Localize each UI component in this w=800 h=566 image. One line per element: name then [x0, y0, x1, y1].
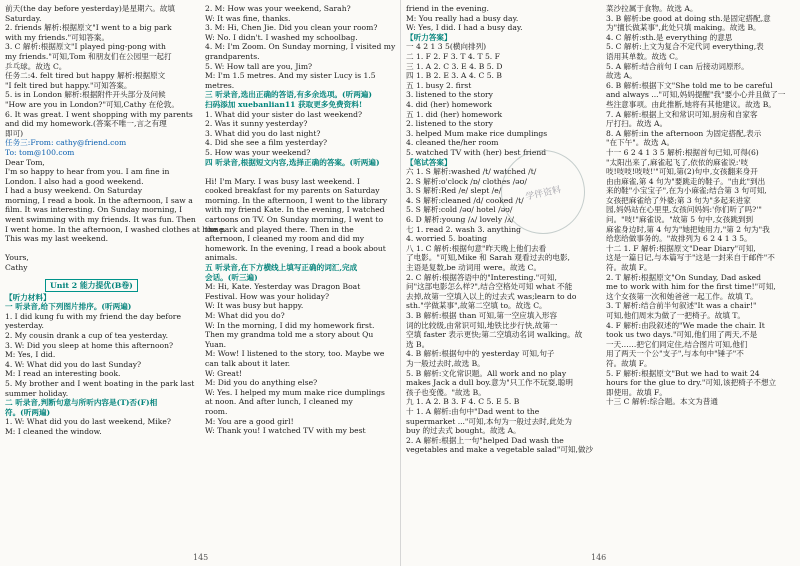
column-3	[403, 4, 599, 546]
text-line: 6. B 解析:根据下文"She told me to be careful	[606, 80, 773, 90]
text-line: 选 B。	[406, 339, 430, 349]
text-line: 3. listened to the story	[406, 90, 493, 100]
text-line: Cathy	[5, 263, 28, 273]
text-line: "太阳出来了,麻雀起飞了,依依的麻雀说:'吱	[606, 157, 749, 167]
text-line: took us two days."可知,他们用了两天,不是	[606, 330, 758, 340]
text-line: "How are you in London?"可知,Cathy 在伦敦。	[5, 99, 179, 109]
text-line: 十 1. A 解析:由句中"Dad went to the	[406, 406, 540, 416]
text-line: 三 1. A 2. C 3. E 4. B 5. D	[406, 61, 503, 71]
text-line: 了电影。"可知,Mike 和 Sarah 观看过去的电影,	[406, 253, 570, 263]
text-line: 即使用。故填 F。	[606, 387, 667, 397]
text-line: 【笔试答案】	[406, 157, 452, 167]
text-line: 1. I did kung fu with my friend the day before	[5, 311, 181, 321]
text-line: 九 1. A 2. B 3. F 4. C 5. E 5. B	[406, 397, 520, 407]
text-line: 4. did (her) homework	[406, 99, 493, 109]
text-line: 六 1. S 解析:washed /t/ watched /t/	[406, 167, 537, 177]
text-line: cartoons on TV. On Sunday morning, I went to	[205, 215, 384, 225]
text-line: me to work with him for the first time!"可知,	[606, 282, 776, 292]
text-line: 会话。(听三遍)	[205, 272, 258, 282]
text-line: 些注意事项。由此推断,她将有其他建议。故选 B。	[606, 99, 776, 109]
text-line: grandparents.	[205, 51, 260, 61]
text-line: Hi! I'm Mary. I was busy last weekend. I	[205, 176, 360, 186]
text-line: cooked breakfast for my parents on Saturday	[205, 186, 380, 196]
unit-title: Unit 2 能力提优(B卷)	[45, 279, 138, 292]
text-line: 故选 A。	[606, 71, 637, 81]
text-line: 3. T 解析:结合前半句叙述"It was a chair!"	[606, 301, 757, 311]
text-line: M: I cleaned the window.	[5, 426, 102, 436]
text-line: 符。故填 F。	[606, 358, 652, 368]
text-line: 2. A 解析:根据上一句"helped Dad wash the	[406, 435, 564, 445]
text-line: Yuan.	[205, 339, 227, 349]
page-number-right: 146	[591, 553, 607, 562]
text-line: 5. How was your weekend?	[205, 147, 311, 157]
text-line: Festival. How was your holiday?	[205, 291, 330, 301]
text-line: 4. M: I'm Zoom. On Sunday morning, I visited my	[205, 42, 396, 52]
text-line: I went home. In the afternoon, I washed clothes at home.	[5, 224, 226, 234]
text-line: 3. W: Did you sleep at home this afternoon?	[5, 340, 174, 350]
text-line: 四 听录音,根据短文内容,选择正确的答案。(听两遍)	[205, 157, 380, 167]
text-line: M: Yes, I did.	[5, 350, 56, 360]
text-line: W: Yes, I did. I had a busy day.	[406, 23, 523, 33]
text-line: 麻雀身边时,第 4 句为"她把她用力,"第 2 句为"我	[606, 224, 770, 234]
text-line: hours for the glue to dry."可知,该把椅子不想立	[606, 378, 777, 388]
text-line: 主语是复数,be 动词用 were。故选 C。	[406, 263, 542, 273]
text-line: 2. T 解析:根据原文"On Sunday, Dad asked	[606, 272, 762, 282]
text-line: 3. M: Hi, Chen Jie. Did you clean your room?	[205, 23, 378, 33]
text-line	[5, 244, 195, 254]
text-line: makes Jack a dull boy.意为"只工作不玩耍,聪明	[406, 378, 573, 388]
text-line: went swimming with my friends. It was fun. Then	[5, 215, 196, 225]
text-line: supermarket ..."可知,本句为一般过去时,此处为	[406, 416, 572, 426]
text-line: room.	[205, 406, 228, 416]
text-line: 5. C 解析:上文为复合不定代词 everything,表	[606, 42, 764, 52]
text-line: 十二 1. F 解析:根据原文"Dear Diary"可知,	[606, 243, 756, 253]
text-line: 4. B 解析:根据句中的 yesterday 可知,句子	[406, 349, 555, 359]
text-line: at noon. And after lunch, I cleaned my	[205, 397, 353, 407]
text-line: To: tom@100.com	[5, 147, 75, 157]
text-line: Then my grandma told me a story about Qu	[205, 330, 374, 340]
text-line: 3. What did you do last night?	[205, 128, 321, 138]
text-line: my friends."可知,Tom 和朋友们在公园里一起打	[5, 51, 172, 61]
text-line: 2. S 解析:o'clock /ɒ/ clothes /əʊ/	[406, 176, 527, 186]
text-line: M: Wow! I listened to the story, too. Maybe we	[205, 349, 385, 359]
text-line: 1. W: What did you do last weekend, Mike?	[5, 417, 171, 427]
text-line: 5. My brother and I went boating in the park last	[5, 378, 195, 388]
right-page	[400, 0, 800, 566]
text-line: W: In the morning, I did my homework first.	[205, 320, 375, 330]
text-line: 四 1. B 2. E 3. A 4. C 5. B	[406, 71, 502, 81]
text-line: 4. C 解析:sth.是 everything 的意思	[606, 32, 733, 42]
text-line: 4. S 解析:cleaned /d/ cooked /t/	[406, 195, 524, 205]
text-line: 十三 C 解析:综合题。本文为普通	[606, 397, 718, 407]
text-line: 二 听录音,判断句意与所听内容是(T)否(F)相	[5, 398, 158, 408]
text-line: 4. cleaned the/her room	[406, 138, 499, 148]
text-line: 3. B 解析:be good at doing sth.是固定搭配,意	[606, 13, 771, 23]
text-line: 符。故填 F。	[606, 263, 652, 273]
text-line: 厅打扫。故选 A。	[606, 119, 668, 129]
text-line: 5. B 解析:文化常识题。All work and no play	[406, 368, 567, 378]
text-line: 4. worried 5. boating	[406, 234, 488, 244]
column-4	[603, 4, 799, 546]
text-line: friend in the evening.	[406, 4, 489, 13]
text-line: yesterday.	[5, 321, 44, 331]
text-line: W: No. I didn't. I washed my schoolbag.	[205, 32, 358, 42]
text-line: M: Did you do anything else?	[205, 378, 318, 388]
text-line: 扫码添加 xuebanlian11 获取更多免费资料!	[205, 99, 363, 109]
text-line: 4. W: What did you do last Sunday?	[5, 359, 142, 369]
text-line: 2. M: How was your weekend, Sarah?	[205, 4, 351, 13]
text-line: 5. W: How tall are you, Jim?	[205, 61, 313, 71]
text-line: W: It was busy but happy.	[205, 301, 304, 311]
text-line: 任务三:From: cathy@friend.com	[5, 138, 127, 148]
text-line: and did my homework.(答案不唯一,言之有理	[5, 119, 167, 129]
text-line: 词的比较级,由常识可知,地铁比步行快,故第一	[406, 320, 558, 330]
text-line: M: You really had a busy day.	[406, 13, 519, 23]
text-line: the park and played there. Then in the	[205, 224, 354, 234]
text-line: and always ..."可知,妈妈提醒"我"要小心并且做了一	[606, 90, 786, 100]
text-line: 空填 faster 表示更快;第二空填动名词 walking。故	[406, 330, 583, 340]
text-line: 5. F 解析:根据原文"But we had to wait 24	[606, 368, 760, 378]
text-line: 【听力答案】	[406, 32, 452, 42]
text-line: 来的鞋"小宝宝子",在为小麻雀;结合第 3 句可知,	[606, 186, 767, 196]
text-line: This was my last weekend.	[5, 234, 109, 244]
text-line: 菜沙拉属于食物。故选 A。	[606, 4, 698, 13]
text-line: 五 听录音,在下方横线上填写正确的词汇,完成	[205, 263, 358, 273]
text-line: 7. A 解析:根据上文和常识可知,厨房和自家客	[606, 109, 758, 119]
text-line: 2. Was it sunny yesterday?	[205, 119, 308, 129]
text-line: Yours,	[5, 253, 29, 263]
text-line: 五 1. did (her) homework	[406, 109, 503, 119]
text-line: afternoon, I cleaned my room and did my	[205, 234, 365, 244]
page-number-left: 145	[193, 553, 209, 562]
text-line: buy 的过去式 bought。故选 A。	[406, 426, 521, 436]
text-line: 孩子也变傻。"故选 B。	[406, 387, 486, 397]
text-line: 1. What did your sister do last weekend?	[205, 109, 363, 119]
text-line: W: Great!	[205, 368, 242, 378]
text-line: 5. is in London 解析:根据附件开头部分及问候	[5, 90, 166, 100]
text-line: film. It was interesting. On Sunday morning, I	[5, 205, 183, 215]
text-line: 3. S 解析:Red /e/ slept /e/	[406, 186, 502, 196]
text-line: 3. B 解析:根据 than 可知,第一空应填入形容	[406, 311, 558, 320]
text-line: summer holiday.	[5, 388, 69, 398]
text-line: 八 1. C 解析:根据句意"昨天晚上他们去看	[406, 243, 547, 253]
text-line: 2. listened to the story	[406, 119, 493, 129]
text-line: 6. It was great. I went shopping with my parents	[5, 109, 193, 119]
text-line: animals.	[205, 253, 238, 263]
text-line: 符。(听两遍)	[5, 407, 51, 417]
column-2	[202, 4, 398, 546]
text-line: 七 1. read 2. wash 3. anything	[406, 224, 521, 234]
text-line: 园,妈妈站在心里里,女孩问妈妈:'你们听了吗?'"	[606, 205, 762, 215]
text-line: 用了两天一个公"支子",与本句中"锤子"不	[606, 349, 744, 359]
text-line: M: I'm 1.5 metres. And my sister Lucy is 1.5	[205, 71, 376, 81]
text-line: homework. In the evening, I read a book about	[205, 243, 386, 253]
text-line: I'm so happy to hear from you. I am fine in	[5, 167, 170, 177]
text-line: 3. helped Mum make rice dumplings	[406, 128, 548, 138]
text-line: 前天(the day before yesterday)是星期六。故填	[5, 4, 176, 13]
text-line: 这个女孩第一次和她爸爸一起工作。故填 T。	[606, 291, 758, 301]
text-line: metres.	[205, 80, 235, 90]
text-line: W: Yes. I helped my mum make rice dumplings	[205, 387, 385, 397]
text-line: 【听力材料】	[5, 292, 51, 302]
text-line: W: Thank you! I watched TV with my best	[205, 426, 366, 436]
text-line: 5. watched TV with (her) best friend	[406, 147, 547, 157]
watermark-stamp: 学伴资料	[493, 142, 593, 242]
text-line	[205, 167, 395, 177]
text-line: 语用其单数。故选 C。	[606, 51, 683, 61]
text-line: 2. C 解析:根据答语中的"Interesting."可知,	[406, 272, 557, 282]
text-line: 为一般过去时,故选 B。	[406, 358, 485, 368]
text-line: 2. friends 解析:根据原文"I went to a big park	[5, 23, 172, 33]
text-line: 这是一篇日记,与本篇写于"这是一封来自于邮件"不	[606, 253, 775, 263]
text-line: M: What did you do?	[205, 311, 285, 320]
text-line: 吱!吱吱!吱吱!'"可知,第(2)句中,女孩翻来身开	[606, 167, 758, 177]
text-line: I had a busy weekend. On Saturday	[5, 186, 143, 196]
text-line: can talk about it later.	[205, 358, 291, 368]
text-line: 去掉,故第一空填入以上的过去式 was;learn to do	[406, 291, 577, 301]
text-line: 任务二:4. felt tired but happy 解析:根据原文	[5, 71, 166, 81]
text-line: 8. A 解析:in the afternoon 为固定搭配,表示	[606, 128, 762, 138]
text-line: 6. D 解析:young /ʌ/ lovely /ʌ/	[406, 215, 514, 225]
text-line: sth."学做某事",故第二空填 to。故选 C。	[406, 301, 547, 311]
text-line: 5. A 解析:结合前句 I can 后接动词原形。	[606, 61, 749, 71]
text-line: 3. C 解析:根据原文"I played ping-pong with	[5, 42, 166, 52]
text-line: 十一 6 2 4 1 3 5 解析:根据首句已知,可得(6)	[606, 147, 759, 157]
text-line: morning, I read a book. In the afternoon, I saw a	[5, 195, 193, 205]
text-line: 三 听录音,选出正确的答语,有多余选项。(听两遍)	[205, 90, 372, 100]
text-line: with my friends."可知答案。	[5, 32, 110, 42]
text-line: "I felt tired but happy."可知答案。	[5, 80, 132, 90]
text-line: 五 1. busy 2. first	[406, 80, 472, 90]
text-line: 为"擅长做某事",此处只填 making。故选 B。	[606, 23, 761, 33]
text-line: 乒乓球。故选 C。	[5, 61, 67, 71]
text-line: 二 1. F 2. F 3. T 4. T 5. F	[406, 51, 500, 61]
text-line: "在下午"。故选 A。	[606, 138, 675, 148]
text-line: 问。"吱!"麻雀说。"故第 5 句中,女孩跳到到	[606, 215, 754, 225]
text-line: London. I also had a good weekend.	[5, 176, 144, 186]
text-line: 可知,他们周末为做了一把椅子。故填 T。	[606, 311, 745, 320]
text-line: 给您给做事务的。"故排列为 6 2 4 1 3 5。	[606, 234, 752, 244]
text-line: 2. My cousin drank a cup of tea yesterday.	[5, 331, 168, 340]
text-line: 由由麻雀,第 4 句为"要跳走的鞋子。"由此"到出	[606, 176, 766, 186]
text-line: M: You are a good girl!	[205, 416, 294, 426]
text-line: with my friend Kate. In the evening, I watched	[205, 205, 385, 215]
text-line: 4. Did she see a film yesterday?	[205, 138, 328, 148]
text-line: W: It was fine, thanks.	[205, 13, 291, 23]
text-line: M: I read an interesting book.	[5, 369, 121, 379]
text-line: M: Hi, Kate. Yesterday was Dragon Boat	[205, 282, 361, 292]
text-line: 一 听录音,给下列图片排序。(听两遍)	[5, 302, 132, 312]
text-line: 5. S 解析:cold /əʊ/ hotel /əʊ/	[406, 205, 513, 215]
text-line: 问"这部电影怎么样?",结合空格处可知 what 不能	[406, 282, 573, 292]
text-line: vegetables and make a vegetable salad"可知,做沙	[406, 445, 594, 455]
text-line: 一天……把它们同定住,结合图片可知,他们	[606, 339, 748, 349]
text-line: Saturday.	[5, 13, 42, 23]
text-line: 一 4 2 1 3 5(横向排列)	[406, 42, 487, 52]
text-line: morning. In the afternoon, I went to the library	[205, 195, 388, 205]
text-line: 4. F 解析:由段叙述的"We made the chair. It	[606, 320, 765, 330]
text-line: 女孩把麻雀给了外婆;第 3 句为"多起来进家	[606, 195, 751, 205]
text-line: Dear Tom,	[5, 157, 45, 167]
text-line: 即可)	[5, 128, 24, 138]
